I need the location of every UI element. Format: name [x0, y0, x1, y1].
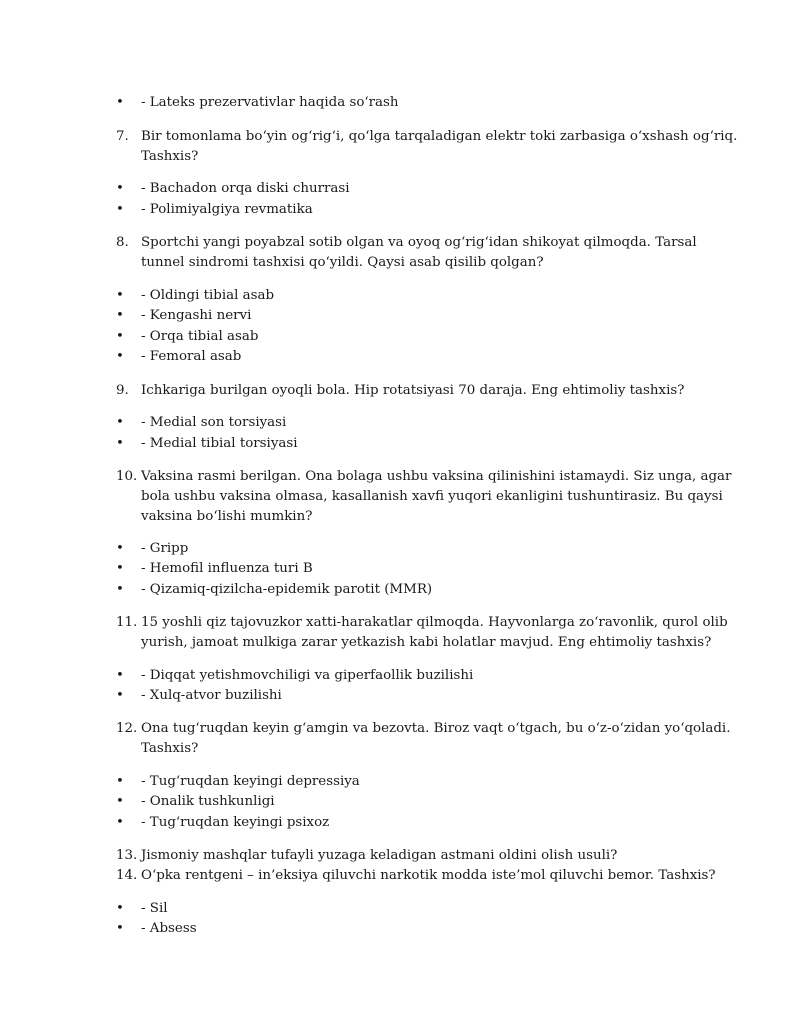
question-text: Tashxis?: [141, 741, 199, 756]
option-text: - Lateks prezervativlar haqida so‘rash: [141, 95, 399, 110]
question-text: Ona tug‘ruqdan keyin g‘amgin va bezovta. Biroz vaqt o‘tgach, bu o‘z-o‘zidan yo‘qoladi.: [141, 721, 731, 736]
option-text: - Absess: [141, 921, 197, 936]
bullet-icon: •: [116, 436, 124, 451]
option-text: - Femoral asab: [141, 349, 242, 364]
bullet-icon: •: [116, 582, 124, 597]
bullet-icon: •: [116, 921, 124, 936]
option-text: - Diqqat yetishmovchiligi va giperfaollik buzilishi: [141, 668, 474, 683]
option-text: - Medial son torsiyasi: [141, 415, 287, 430]
option-text: - Polimiyalgiya revmatika: [141, 202, 313, 217]
question-number: 7.: [116, 129, 129, 144]
option-text: - Kengashi nervi: [141, 308, 252, 323]
bullet-icon: •: [116, 688, 124, 703]
bullet-icon: •: [116, 561, 124, 576]
bullet-icon: •: [116, 668, 124, 683]
question-text: Vaksina rasmi berilgan. Ona bolaga ushbu vaksina qilinishini istamaydi. Siz unga, agar: [141, 469, 732, 484]
bullet-icon: •: [116, 815, 124, 830]
question-text: bola ushbu vaksina olmasa, kasallanish xavfi yuqori ekanligini tushuntirasiz. Bu qaysi: [141, 489, 723, 504]
option-text: - Oldingi tibial asab: [141, 288, 275, 303]
option-text: - Sil: [141, 901, 168, 916]
option-text: - Onalik tushkunligi: [141, 794, 275, 809]
bullet-icon: •: [116, 794, 124, 809]
question-number: 9.: [116, 383, 129, 398]
bullet-icon: •: [116, 349, 124, 364]
bullet-icon: •: [116, 288, 124, 303]
bullet-icon: •: [116, 329, 124, 344]
question-text: O‘pka rentgeni – in’eksiya qiluvchi narkotik modda iste’mol qiluvchi bemor. Tashxis?: [141, 868, 716, 883]
option-text: - Gripp: [141, 541, 189, 556]
question-text: Ichkariga burilgan oyoqli bola. Hip rotatsiyasi 70 daraja. Eng ehtimoliy tashxis?: [141, 383, 685, 398]
question-number: 10.: [116, 469, 138, 484]
question-text: vaksina bo‘lishi mumkin?: [141, 509, 313, 524]
question-text: yurish, jamoat mulkiga zarar yetkazish kabi holatlar mavjud. Eng ehtimoliy tashxis?: [141, 635, 712, 650]
question-text: Bir tomonlama bo‘yin og‘rig‘i, qo‘lga tarqaladigan elektr toki zarbasiga o‘xshash og‘riq.: [141, 129, 738, 144]
option-text: - Hemofil influenza turi B: [141, 561, 313, 576]
bullet-icon: •: [116, 308, 124, 323]
bullet-icon: •: [116, 202, 124, 217]
bullet-icon: •: [116, 541, 124, 556]
question-number: 11.: [116, 615, 138, 630]
bullet-icon: •: [116, 95, 124, 110]
question-text: Jismoniy mashqlar tufayli yuzaga keladigan astmani oldini olish usuli?: [141, 848, 618, 863]
question-number: 8.: [116, 235, 129, 250]
question-number: 13.: [116, 848, 138, 863]
option-text: - Orqa tibial asab: [141, 329, 259, 344]
question-text: Sportchi yangi poyabzal sotib olgan va oyoq og‘rig‘idan shikoyat qilmoqda. Tarsal: [141, 235, 697, 250]
option-text: - Qizamiq-qizilcha-epidemik parotit (MMR): [141, 582, 433, 597]
question-text: tunnel sindromi tashxisi qo‘yildi. Qaysi asab qisilib qolgan?: [141, 255, 544, 270]
option-text: - Xulq-atvor buzilishi: [141, 688, 282, 703]
question-text: 15 yoshli qiz tajovuzkor xatti-harakatlar qilmoqda. Hayvonlarga zo‘ravonlik, qurol olib: [141, 615, 728, 630]
option-text: - Medial tibial torsiyasi: [141, 436, 298, 451]
option-text: - Bachadon orqa diski churrasi: [141, 181, 350, 196]
bullet-icon: •: [116, 901, 124, 916]
question-number: 14.: [116, 868, 138, 883]
option-text: - Tug‘ruqdan keyingi depressiya: [141, 774, 360, 789]
option-text: - Tug‘ruqdan keyingi psixoz: [141, 815, 330, 830]
bullet-icon: •: [116, 415, 124, 430]
bullet-icon: •: [116, 774, 124, 789]
bullet-icon: •: [116, 181, 124, 196]
question-number: 12.: [116, 721, 138, 736]
question-text: Tashxis?: [141, 149, 199, 164]
